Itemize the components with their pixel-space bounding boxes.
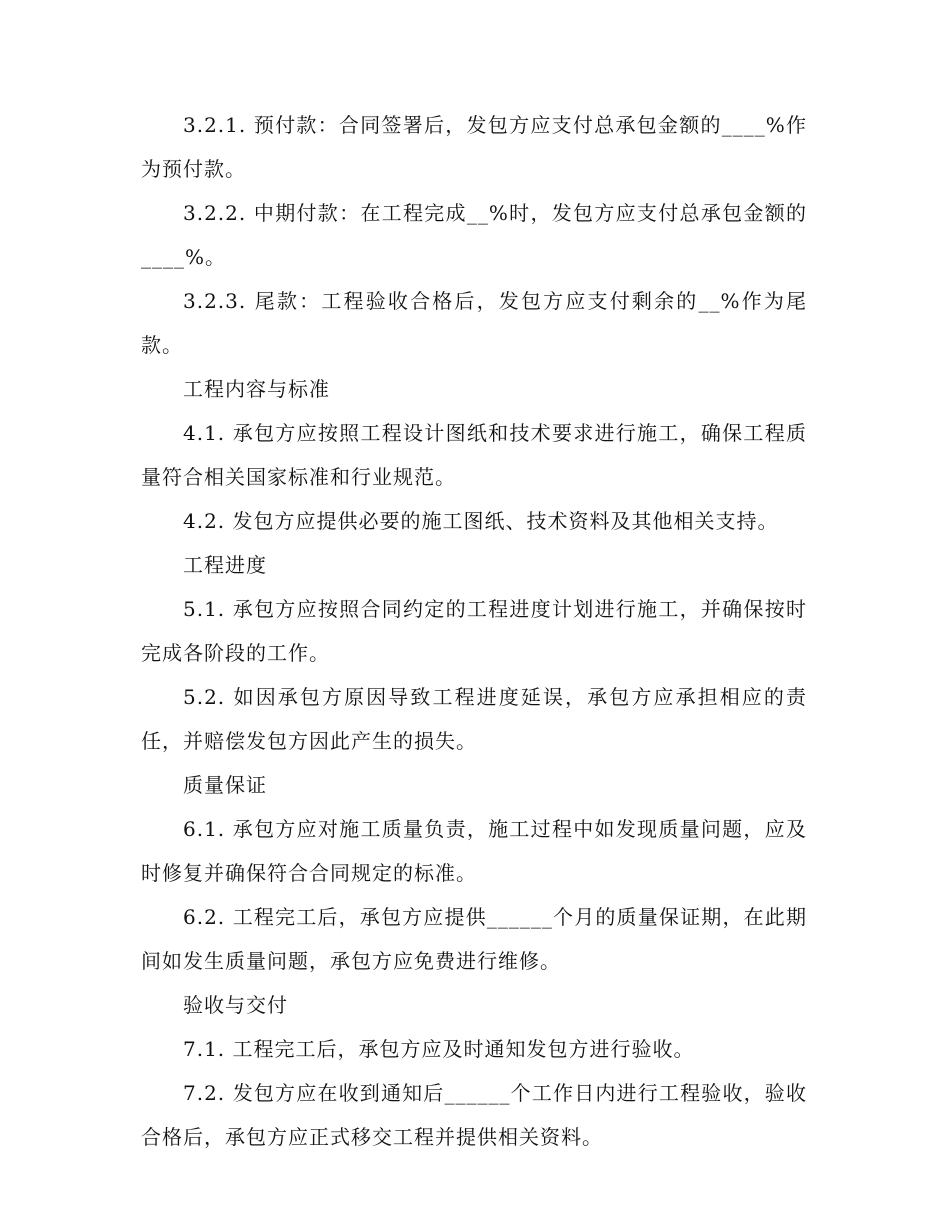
clause-4-2: 4.2. 发包方应提供必要的施工图纸、技术资料及其他相关支持。 [183,509,779,533]
clause-6-2: 6.2. 工程完工后，承包方应提供______个月的质量保证期，在此期间如发生质量问题，承包方应免费进行维修。 [141,905,807,973]
clause-4-1: 4.1. 承包方应按照工程设计图纸和技术要求进行施工，确保工程质量符合相关国家标准和行业规范。 [141,421,807,489]
clause-7-1: 7.1. 工程完工后，承包方应及时通知发包方进行验收。 [183,1037,695,1061]
clause-3-2-2-interim-payment: 3.2.2. 中期付款：在工程完成__%时，发包方应支付总承包金额的____%。 [141,201,807,269]
clause-7-2: 7.2. 发包方应在收到通知后______个工作日内进行工程验收，验收合格后，承包方应正式移交工程并提供相关资料。 [141,1081,807,1149]
section-heading-schedule: 工程进度 [183,553,267,577]
clause-3-2-3-final-payment: 3.2.3. 尾款：工程验收合格后，发包方应支付剩余的__%作为尾款。 [141,289,807,357]
document-body [141,103,807,1159]
clause-5-2: 5.2. 如因承包方原因导致工程进度延误，承包方应承担相应的责任，并赔偿发包方因此产生的损失。 [141,685,807,753]
section-heading-acceptance-delivery: 验收与交付 [183,993,288,1017]
clause-3-2-1-advance-payment: 3.2.1. 预付款：合同签署后，发包方应支付总承包金额的____%作为预付款。 [141,113,807,181]
section-heading-quality: 质量保证 [183,773,267,797]
clause-5-1: 5.1. 承包方应按照合同约定的工程进度计划进行施工，并确保按时完成各阶段的工作。 [141,597,807,665]
section-heading-scope-standards: 工程内容与标准 [183,377,330,401]
clause-6-1: 6.1. 承包方应对施工质量负责，施工过程中如发现质量问题，应及时修复并确保符合合同规定的标准。 [141,817,807,885]
